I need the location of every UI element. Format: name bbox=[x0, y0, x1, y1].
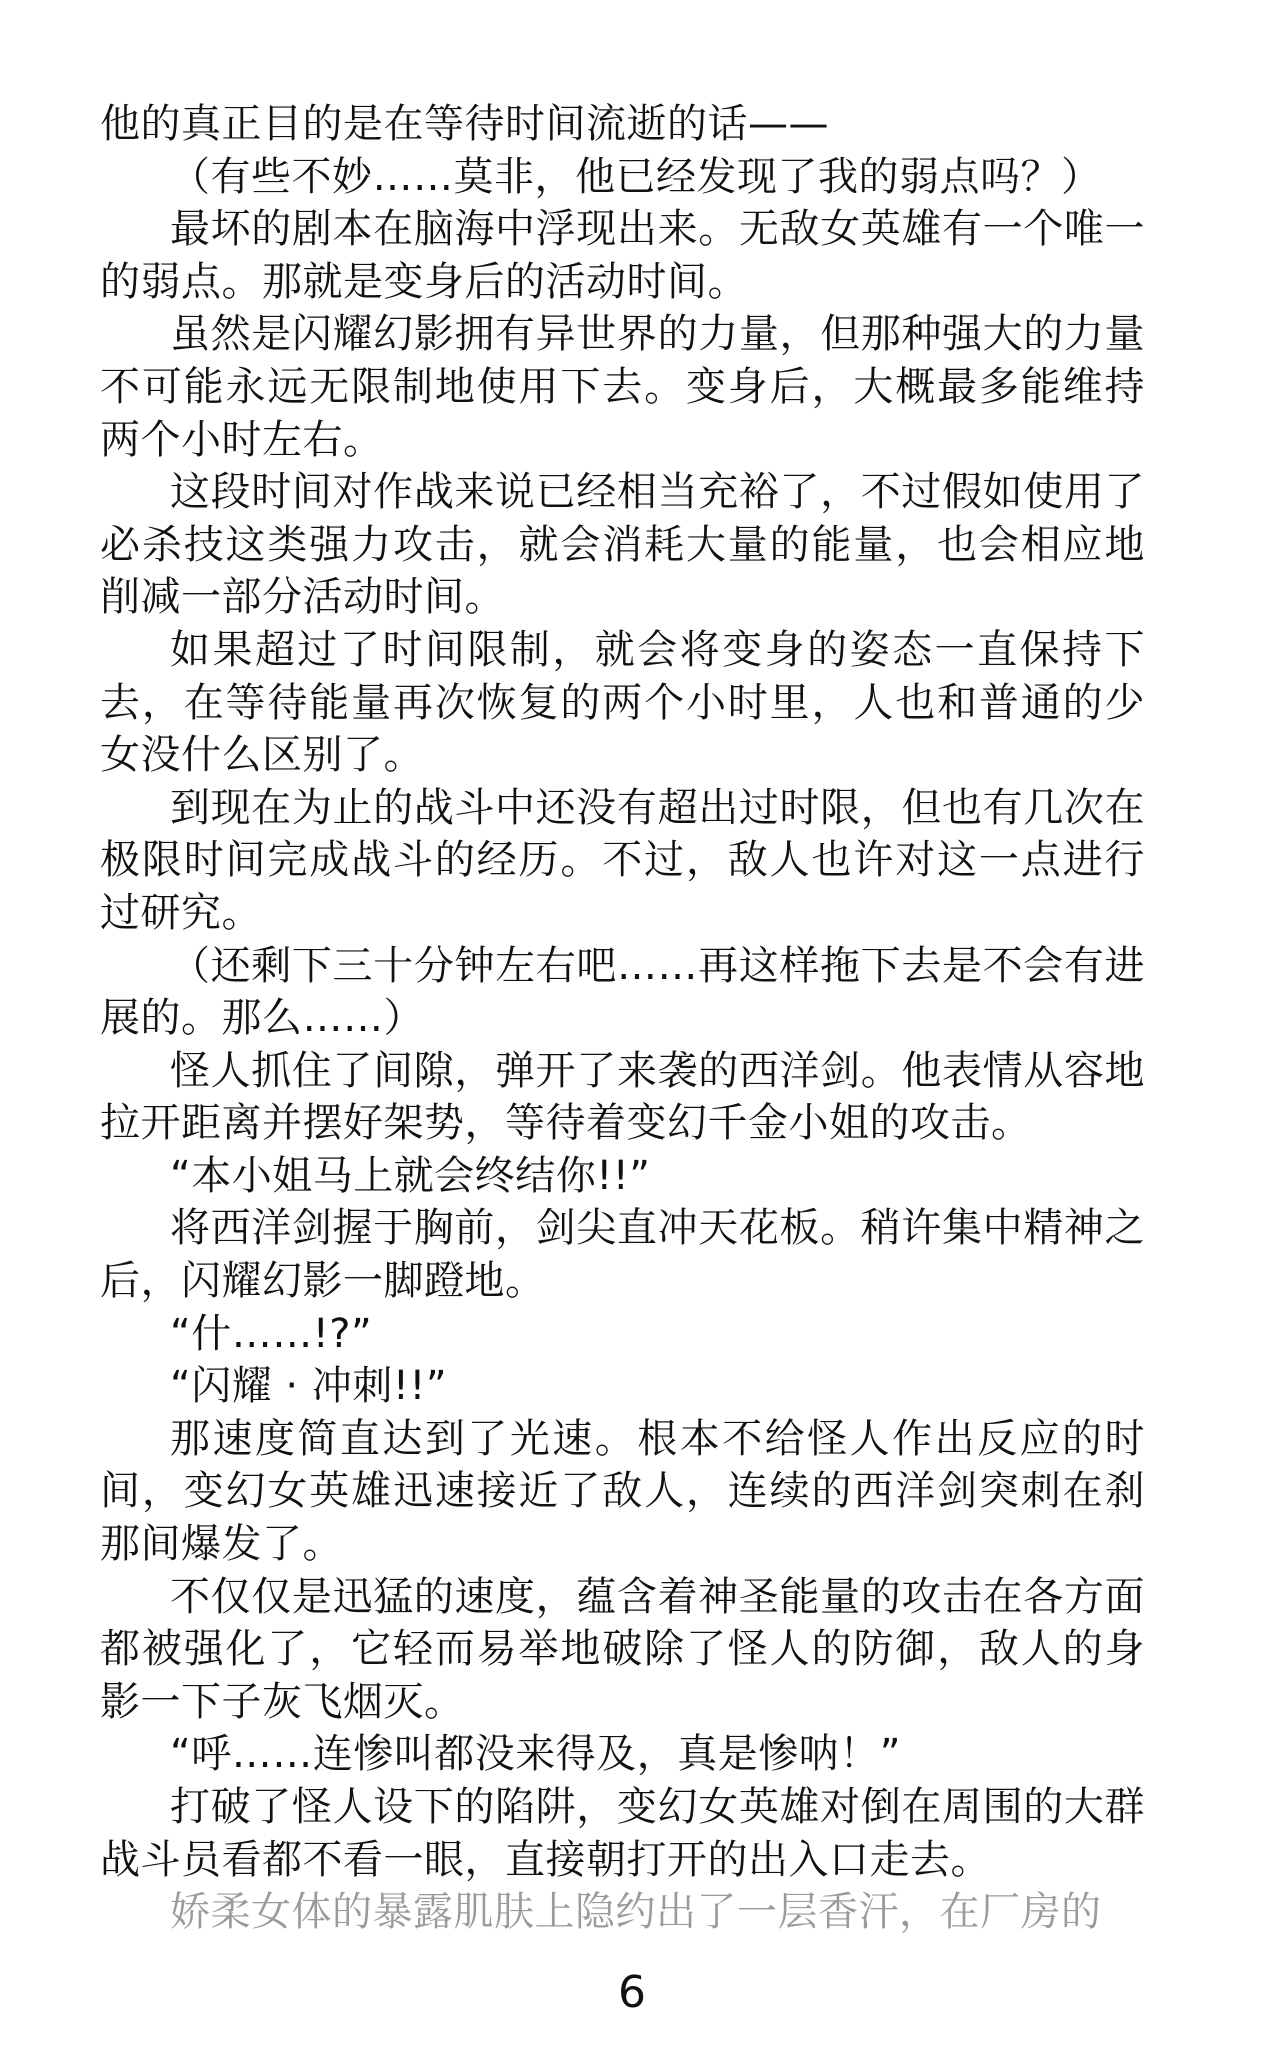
dialogue-line: “本小姐马上就会终结你!!” bbox=[170, 1152, 651, 1199]
paragraph: 这段时间对作战来说已经相当充裕了，不过假如使用了必杀技这类强力攻击，就会消耗大量的能量，也会相应地削减一部分活动时间。 bbox=[100, 469, 1145, 621]
page-number: 6 bbox=[618, 1967, 646, 2018]
dialogue-line: “什……!?” bbox=[170, 1310, 373, 1357]
paragraph: （有些不妙……莫非，他已经发现了我的弱点吗？） bbox=[170, 153, 1102, 200]
dialogue-line: “呼……连惨叫都没来得及，真是惨呐！” bbox=[170, 1731, 901, 1778]
paragraph: 将西洋剑握于胸前，剑尖直冲天花板。稍许集中精神之后，闪耀幻影一脚蹬地。 bbox=[100, 1205, 1145, 1305]
paragraph-continued: 娇柔女体的暴露肌肤上隐约出了一层香汗，在厂房的 bbox=[170, 1889, 1102, 1936]
dialogue-line: “闪耀 · 冲刺!!” bbox=[170, 1363, 448, 1410]
paragraph: 到现在为止的战斗中还没有超出过时限，但也有几次在极限时间完成战斗的经历。不过，敌人也许对这一点进行过研究。 bbox=[100, 784, 1145, 936]
paragraph: 怪人抓住了间隙，弹开了来袭的西洋剑。他表情从容地拉开距离并摆好架势，等待着变幻千金小姐的攻击。 bbox=[100, 1047, 1145, 1147]
paragraph: 不仅仅是迅猛的速度，蕴含着神圣能量的攻击在各方面都被强化了，它轻而易举地破除了怪人的防御，敌人的身影一下子灰飞烟灭。 bbox=[100, 1573, 1145, 1725]
paragraph: 打破了怪人设下的陷阱，变幻女英雄对倒在周围的大群战斗员看都不看一眼，直接朝打开的出入口走去。 bbox=[100, 1784, 1145, 1883]
paragraph: 如果超过了时间限制，就会将变身的姿态一直保持下去，在等待能量再次恢复的两个小时里，人也和普通的少女没什么区别了。 bbox=[100, 626, 1145, 779]
paragraph: 他的真正目的是在等待时间流逝的话—— bbox=[100, 101, 829, 147]
paragraph: 那速度简直达到了光速。根本不给怪人作出反应的时间，变幻女英雄迅速接近了敌人，连续的西洋剑突刺在刹那间爆发了。 bbox=[100, 1415, 1145, 1568]
text-body bbox=[100, 98, 1145, 1939]
paragraph: （还剩下三十分钟左右吧……再这样拖下去是不会有进展的。那么……） bbox=[100, 942, 1145, 1042]
paragraph: 虽然是闪耀幻影拥有异世界的力量，但那种强大的力量不可能永远无限制地使用下去。变身后，大概最多能维持两个小时左右。 bbox=[100, 311, 1145, 463]
paragraph: 最坏的剧本在脑海中浮现出来。无敌女英雄有一个唯一的弱点。那就是变身后的活动时间。 bbox=[100, 206, 1145, 305]
